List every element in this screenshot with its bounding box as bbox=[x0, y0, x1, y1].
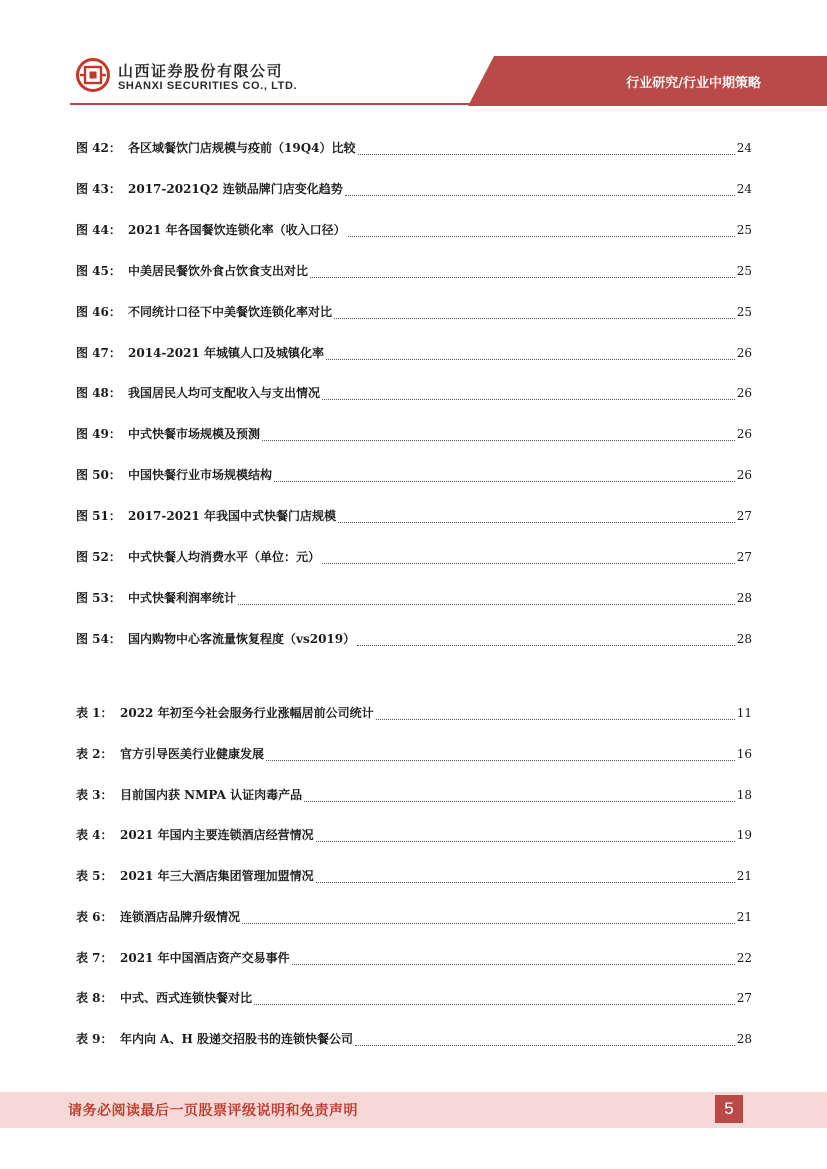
toc-entry-label: 表 7： bbox=[76, 950, 113, 965]
toc-entry-label: 表 2： bbox=[76, 746, 113, 761]
toc-dot-leader bbox=[326, 358, 735, 360]
toc-entry-page: 28 bbox=[736, 1032, 752, 1046]
toc-table-entry[interactable] bbox=[76, 745, 752, 765]
header-divider bbox=[70, 103, 827, 105]
toc-dot-leader bbox=[274, 480, 735, 482]
toc-entry-label: 表 3： bbox=[76, 787, 113, 802]
toc-entry-title: 目前国内获 NMPA 认证肉毒产品 bbox=[120, 787, 303, 802]
toc-entry-label: 图 48： bbox=[76, 386, 121, 401]
toc-dot-leader bbox=[238, 603, 735, 605]
disclaimer-text: 请务必阅读最后一页股票评级说明和免责声明 bbox=[68, 1103, 358, 1119]
toc-table-entry[interactable] bbox=[76, 949, 752, 969]
toc-entry-title: 2014-2021 年城镇人口及城镇化率 bbox=[128, 345, 324, 360]
toc-entry-label: 表 4： bbox=[76, 828, 113, 843]
toc-entry-page: 25 bbox=[736, 304, 752, 319]
toc-dot-leader bbox=[334, 317, 735, 319]
toc-entry-title: 2021 年三大酒店集团管理加盟情况 bbox=[120, 869, 314, 883]
toc-entry-page: 25 bbox=[736, 222, 752, 237]
toc-dot-leader bbox=[254, 1003, 735, 1005]
toc-entry-page: 16 bbox=[736, 746, 752, 761]
toc-entry-page: 28 bbox=[736, 631, 752, 646]
toc-entry-label: 图 54： bbox=[76, 631, 121, 646]
toc-entry-title: 中式快餐人均消费水平（单位：元） bbox=[128, 550, 321, 564]
toc-dot-leader bbox=[355, 1044, 735, 1046]
toc-figure-entry[interactable] bbox=[76, 466, 752, 486]
toc-dot-leader bbox=[322, 398, 735, 400]
toc-entry-label: 图 53： bbox=[76, 590, 121, 605]
toc-table-entry[interactable] bbox=[76, 704, 752, 724]
toc-entry-title: 各区域餐饮门店规模与疫前（19Q4）比较 bbox=[128, 141, 356, 155]
toc-dot-leader bbox=[316, 881, 735, 883]
toc-entry-title: 我国居民人均可支配收入与支出情况 bbox=[128, 386, 321, 401]
toc-table-entry[interactable] bbox=[76, 908, 752, 928]
toc-dot-leader bbox=[316, 840, 735, 842]
toc-entry-page: 26 bbox=[736, 468, 752, 483]
toc-dot-leader bbox=[262, 439, 735, 441]
toc-entry-title: 2022 年初至今社会服务行业涨幅居前公司统计 bbox=[120, 706, 374, 720]
toc-dot-leader bbox=[266, 759, 735, 761]
toc-entry-title: 不同统计口径下中美餐饮连锁化率对比 bbox=[128, 304, 333, 319]
toc-entry-title: 中式快餐市场规模及预测 bbox=[128, 427, 261, 442]
toc-entry-label: 图 51： bbox=[76, 509, 121, 524]
toc-entry-page: 26 bbox=[736, 345, 752, 360]
toc-entry-label: 表 1： bbox=[76, 706, 113, 720]
toc-entry-page: 25 bbox=[736, 263, 752, 278]
toc-entry-page: 27 bbox=[736, 991, 752, 1006]
toc-entry-page: 18 bbox=[736, 787, 752, 802]
toc-entry-label: 图 47： bbox=[76, 345, 121, 360]
toc-dot-leader bbox=[242, 922, 735, 924]
toc-entry-title: 中国快餐行业市场规模结构 bbox=[128, 468, 273, 483]
toc-entry-label: 表 8： bbox=[76, 991, 113, 1006]
toc-dot-leader bbox=[304, 800, 735, 802]
toc-entry-label: 图 43： bbox=[76, 181, 121, 196]
toc-entry-label: 图 46： bbox=[76, 304, 121, 319]
toc-entry-label: 图 42： bbox=[76, 141, 121, 155]
toc-figure-entry[interactable] bbox=[76, 630, 752, 650]
toc-figure-entry[interactable] bbox=[76, 384, 752, 404]
toc-entry-title: 中式、西式连锁快餐对比 bbox=[120, 991, 253, 1006]
toc-entry-page: 24 bbox=[736, 141, 752, 155]
toc-entry-label: 表 6： bbox=[76, 909, 113, 924]
toc-entry-label: 表 9： bbox=[76, 1032, 113, 1046]
toc-figure-entry[interactable] bbox=[76, 180, 752, 200]
toc-figure-entry[interactable] bbox=[76, 262, 752, 282]
toc-entry-label: 表 5： bbox=[76, 869, 113, 883]
company-name-cn: 山西证券股份有限公司 bbox=[118, 62, 284, 80]
toc-dot-leader bbox=[348, 235, 735, 237]
toc-entry-title: 2021 年各国餐饮连锁化率（收入口径） bbox=[128, 222, 346, 237]
toc-entry-title: 2021 年国内主要连锁酒店经营情况 bbox=[120, 828, 314, 843]
toc-dot-leader bbox=[322, 562, 735, 564]
company-name-en: SHANXI SECURITIES CO., LTD. bbox=[118, 80, 298, 92]
toc-table-entry[interactable] bbox=[76, 1030, 752, 1050]
toc-entry-title: 官方引导医美行业健康发展 bbox=[120, 746, 265, 761]
toc-figure-entry[interactable] bbox=[76, 344, 752, 364]
toc-entry-title: 2021 年中国酒店资产交易事件 bbox=[120, 950, 290, 965]
toc-entry-label: 图 49： bbox=[76, 427, 121, 442]
toc-entry-title: 中美居民餐饮外食占饮食支出对比 bbox=[128, 263, 309, 278]
toc-dot-leader bbox=[338, 521, 735, 523]
toc-entry-label: 图 44： bbox=[76, 222, 121, 237]
toc-entry-page: 26 bbox=[736, 386, 752, 401]
toc-entry-page: 24 bbox=[736, 181, 752, 196]
toc-dot-leader bbox=[358, 153, 735, 155]
toc-entry-title: 2017-2021Q2 连锁品牌门店变化趋势 bbox=[128, 181, 343, 196]
toc-dot-leader bbox=[376, 718, 735, 720]
toc-table-entry[interactable] bbox=[76, 826, 752, 846]
toc-entry-label: 图 50： bbox=[76, 468, 121, 483]
toc-table-entry[interactable] bbox=[76, 786, 752, 806]
toc-entry-label: 图 52： bbox=[76, 550, 121, 564]
toc-entry-title: 中式快餐利润率统计 bbox=[128, 590, 237, 605]
toc-figure-entry[interactable] bbox=[76, 589, 752, 609]
toc-figure-entry[interactable] bbox=[76, 303, 752, 323]
toc-dot-leader bbox=[357, 644, 735, 646]
toc-entry-page: 27 bbox=[736, 509, 752, 524]
toc-entry-page: 27 bbox=[736, 550, 752, 564]
toc-entry-page: 19 bbox=[736, 828, 752, 843]
company-logo-icon bbox=[76, 58, 110, 92]
toc-entry-title: 年内向 A、H 股递交招股书的连锁快餐公司 bbox=[120, 1032, 354, 1046]
toc-dot-leader bbox=[292, 963, 735, 965]
toc-figure-entry[interactable] bbox=[76, 507, 752, 527]
toc-table-entry[interactable] bbox=[76, 867, 752, 887]
toc-figure-entry[interactable] bbox=[76, 425, 752, 445]
toc-entry-page: 21 bbox=[736, 909, 752, 924]
toc-figure-entry[interactable] bbox=[76, 139, 752, 159]
toc-figure-entry[interactable] bbox=[76, 548, 752, 568]
toc-entry-title: 2017-2021 年我国中式快餐门店规模 bbox=[128, 509, 336, 524]
toc-entry-page: 22 bbox=[736, 950, 752, 965]
report-category: 行业研究/行业中期策略 bbox=[626, 76, 761, 91]
page-header bbox=[0, 0, 827, 110]
toc-entry-title: 连锁酒店品牌升级情况 bbox=[120, 909, 241, 924]
toc-entry-page: 11 bbox=[736, 706, 752, 720]
toc-entry-page: 21 bbox=[736, 869, 752, 883]
toc-dot-leader bbox=[310, 276, 735, 278]
toc-figure-entry[interactable] bbox=[76, 221, 752, 241]
toc-entry-page: 26 bbox=[736, 427, 752, 442]
toc-entry-label: 图 45： bbox=[76, 263, 121, 278]
page-number: 5 bbox=[715, 1095, 743, 1123]
toc-entry-page: 28 bbox=[736, 590, 752, 605]
toc-table-entry[interactable] bbox=[76, 989, 752, 1009]
toc-dot-leader bbox=[345, 194, 735, 196]
toc-entry-title: 国内购物中心客流量恢复程度（vs2019） bbox=[128, 631, 356, 646]
